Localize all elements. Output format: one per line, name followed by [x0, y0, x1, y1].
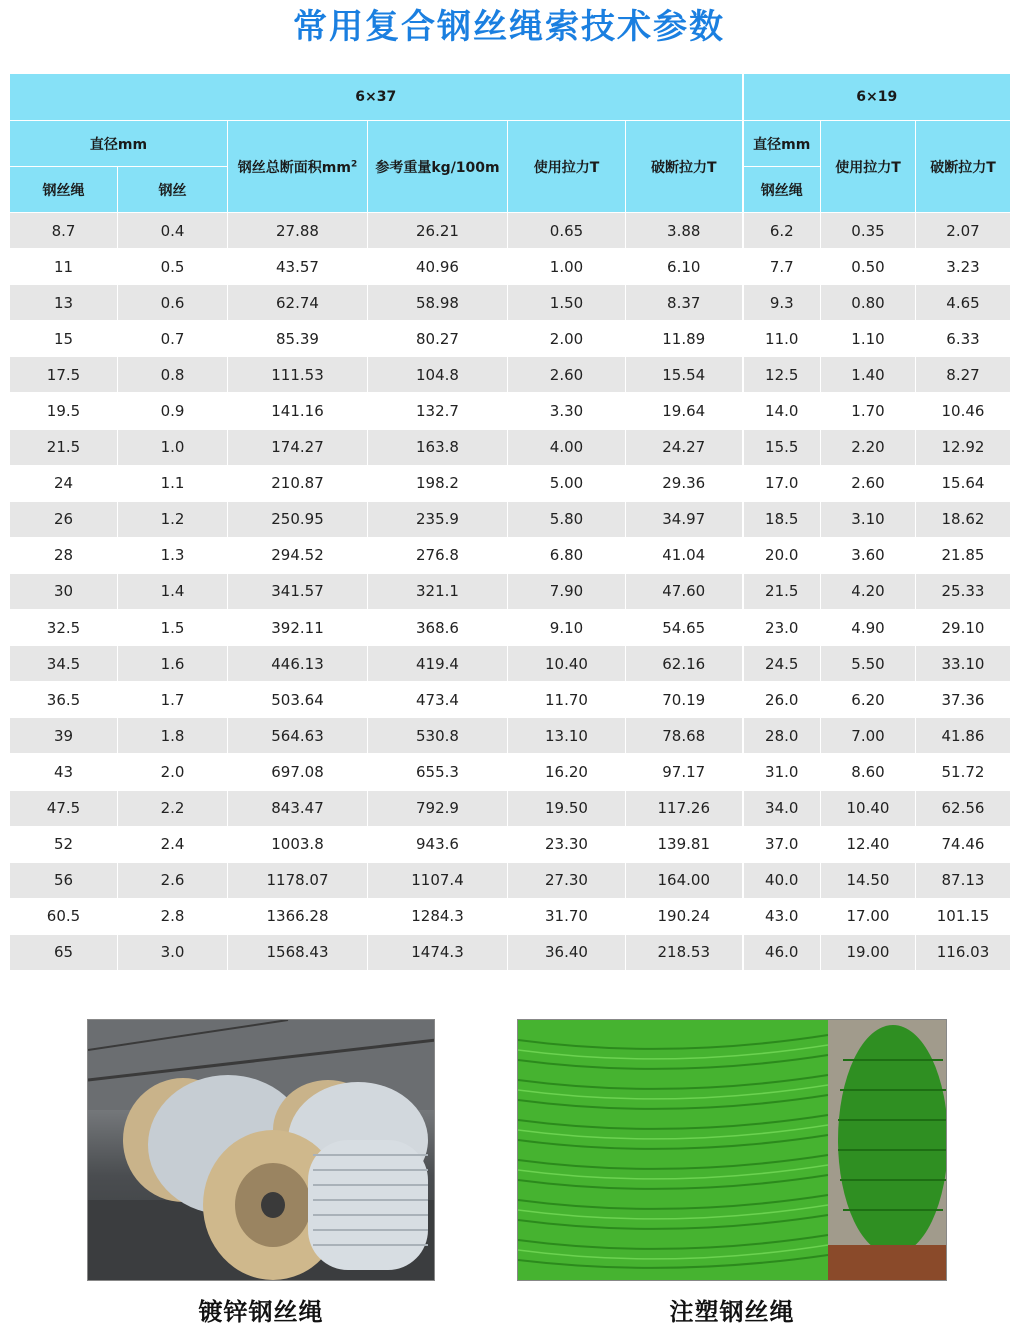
cell-wire-diameter: 1.2: [118, 501, 228, 537]
cell-break-load-b: 51.72: [916, 754, 1011, 790]
col-header-break-load: 破断拉力T: [626, 121, 743, 213]
cell-rope-diameter-b: 43.0: [743, 898, 821, 934]
cell-rope-diameter-b: 12.5: [743, 357, 821, 393]
cell-rope-diameter: 65: [10, 934, 118, 970]
table-row: [10, 429, 1011, 465]
cell-work-load: 5.80: [508, 501, 626, 537]
cell-break-load-b: 18.62: [916, 501, 1011, 537]
col-header-weight: 参考重量kg/100m: [368, 121, 508, 213]
table-row: [10, 826, 1011, 862]
cell-break-load: 97.17: [626, 754, 743, 790]
cell-wire-diameter: 0.4: [118, 213, 228, 249]
cell-work-load: 7.90: [508, 573, 626, 609]
cell-break-load: 3.88: [626, 213, 743, 249]
galvanized-rope-caption: 镀锌钢丝绳: [198, 1298, 324, 1326]
cell-wire-diameter: 1.3: [118, 537, 228, 573]
cell-rope-diameter-b: 40.0: [743, 862, 821, 898]
cell-rope-diameter: 43: [10, 754, 118, 790]
cell-wire-diameter: 2.4: [118, 826, 228, 862]
cell-ref-weight: 26.21: [368, 213, 508, 249]
cell-rope-diameter-b: 6.2: [743, 213, 821, 249]
cell-work-load: 36.40: [508, 934, 626, 970]
cell-work-load: 3.30: [508, 393, 626, 429]
cell-wire-diameter: 1.7: [118, 682, 228, 718]
cell-rope-diameter-b: 9.3: [743, 285, 821, 321]
col-header-diameter-b: 直径mm: [743, 121, 821, 167]
cell-rope-diameter-b: 26.0: [743, 682, 821, 718]
table-row: [10, 646, 1011, 682]
cell-total-area: 141.16: [228, 393, 368, 429]
cell-rope-diameter: 52: [10, 826, 118, 862]
cell-work-load-b: 14.50: [821, 862, 916, 898]
cell-rope-diameter: 28: [10, 537, 118, 573]
cell-ref-weight: 1474.3: [368, 934, 508, 970]
cell-rope-diameter: 11: [10, 249, 118, 285]
col-header-area-sup: 2: [350, 158, 358, 169]
cell-work-load-b: 2.20: [821, 429, 916, 465]
page-title: 常用复合钢丝绳索技术参数: [293, 7, 725, 47]
table-row: [10, 321, 1011, 357]
cell-rope-diameter-b: 23.0: [743, 610, 821, 646]
cell-break-load: 70.19: [626, 682, 743, 718]
cell-rope-diameter-b: 21.5: [743, 573, 821, 609]
cell-rope-diameter-b: 7.7: [743, 249, 821, 285]
plastic-coated-rope-caption: 注塑钢丝绳: [669, 1298, 795, 1326]
table-row: [10, 537, 1011, 573]
cell-work-load-b: 4.20: [821, 573, 916, 609]
plastic-coated-rope-photo: [517, 1019, 947, 1281]
cell-break-load-b: 2.07: [916, 213, 1011, 249]
cell-break-load-b: 87.13: [916, 862, 1011, 898]
cell-ref-weight: 792.9: [368, 790, 508, 826]
table-row: [10, 718, 1011, 754]
col-header-rope-b: 钢丝绳: [743, 167, 821, 213]
cell-total-area: 27.88: [228, 213, 368, 249]
cell-rope-diameter: 36.5: [10, 682, 118, 718]
cell-break-load: 62.16: [626, 646, 743, 682]
cell-total-area: 341.57: [228, 573, 368, 609]
cell-work-load-b: 1.10: [821, 321, 916, 357]
cell-work-load-b: 12.40: [821, 826, 916, 862]
cell-total-area: 843.47: [228, 790, 368, 826]
cell-work-load-b: 19.00: [821, 934, 916, 970]
cell-rope-diameter: 47.5: [10, 790, 118, 826]
cell-break-load: 139.81: [626, 826, 743, 862]
cell-ref-weight: 80.27: [368, 321, 508, 357]
spec-table: [9, 73, 1011, 971]
cell-total-area: 1568.43: [228, 934, 368, 970]
cell-break-load-b: 116.03: [916, 934, 1011, 970]
cell-break-load: 15.54: [626, 357, 743, 393]
cell-break-load-b: 37.36: [916, 682, 1011, 718]
table-row: [10, 213, 1011, 249]
table-row: [10, 501, 1011, 537]
cell-wire-diameter: 0.9: [118, 393, 228, 429]
cell-work-load-b: 6.20: [821, 682, 916, 718]
cell-work-load: 0.65: [508, 213, 626, 249]
cell-work-load: 5.00: [508, 465, 626, 501]
cell-ref-weight: 530.8: [368, 718, 508, 754]
cell-rope-diameter: 30: [10, 573, 118, 609]
cell-break-load: 11.89: [626, 321, 743, 357]
cell-ref-weight: 1284.3: [368, 898, 508, 934]
cell-ref-weight: 104.8: [368, 357, 508, 393]
cell-break-load: 34.97: [626, 501, 743, 537]
cell-rope-diameter-b: 46.0: [743, 934, 821, 970]
cell-rope-diameter: 32.5: [10, 610, 118, 646]
cell-break-load-b: 74.46: [916, 826, 1011, 862]
cell-rope-diameter-b: 11.0: [743, 321, 821, 357]
cell-break-load: 6.10: [626, 249, 743, 285]
cell-work-load: 4.00: [508, 429, 626, 465]
cell-wire-diameter: 1.8: [118, 718, 228, 754]
cell-total-area: 503.64: [228, 682, 368, 718]
cell-rope-diameter: 39: [10, 718, 118, 754]
cell-break-load-b: 29.10: [916, 610, 1011, 646]
cell-rope-diameter-b: 18.5: [743, 501, 821, 537]
cell-rope-diameter: 21.5: [10, 429, 118, 465]
cell-work-load-b: 3.60: [821, 537, 916, 573]
col-header-diameter: 直径mm: [10, 121, 228, 167]
cell-work-load-b: 2.60: [821, 465, 916, 501]
cell-wire-diameter: 2.6: [118, 862, 228, 898]
cell-work-load-b: 0.35: [821, 213, 916, 249]
cell-work-load-b: 4.90: [821, 610, 916, 646]
cell-break-load-b: 10.46: [916, 393, 1011, 429]
col-header-work-load-b: 使用拉力T: [821, 121, 916, 213]
cell-break-load-b: 15.64: [916, 465, 1011, 501]
cell-total-area: 564.63: [228, 718, 368, 754]
table-row: [10, 610, 1011, 646]
cell-break-load-b: 6.33: [916, 321, 1011, 357]
cell-work-load-b: 3.10: [821, 501, 916, 537]
cell-ref-weight: 1107.4: [368, 862, 508, 898]
cell-total-area: 174.27: [228, 429, 368, 465]
cell-break-load-b: 101.15: [916, 898, 1011, 934]
cell-work-load: 31.70: [508, 898, 626, 934]
group-header-6x37: 6×37: [10, 74, 743, 121]
cell-break-load: 218.53: [626, 934, 743, 970]
cell-rope-diameter: 60.5: [10, 898, 118, 934]
cell-total-area: 250.95: [228, 501, 368, 537]
cell-break-load-b: 33.10: [916, 646, 1011, 682]
table-row: [10, 754, 1011, 790]
cell-break-load-b: 41.86: [916, 718, 1011, 754]
cell-total-area: 1178.07: [228, 862, 368, 898]
col-header-rope: 钢丝绳: [10, 167, 118, 213]
cell-ref-weight: 943.6: [368, 826, 508, 862]
cell-wire-diameter: 2.2: [118, 790, 228, 826]
cell-ref-weight: 473.4: [368, 682, 508, 718]
cell-wire-diameter: 0.7: [118, 321, 228, 357]
cell-total-area: 697.08: [228, 754, 368, 790]
table-row: [10, 285, 1011, 321]
green-coil-illustration: [518, 1020, 947, 1281]
cell-break-load: 41.04: [626, 537, 743, 573]
cell-wire-diameter: 3.0: [118, 934, 228, 970]
cell-total-area: 1366.28: [228, 898, 368, 934]
cell-wire-diameter: 1.4: [118, 573, 228, 609]
cell-ref-weight: 419.4: [368, 646, 508, 682]
cell-ref-weight: 198.2: [368, 465, 508, 501]
table-row: [10, 465, 1011, 501]
cell-rope-diameter: 26: [10, 501, 118, 537]
cell-break-load: 190.24: [626, 898, 743, 934]
cell-break-load-b: 3.23: [916, 249, 1011, 285]
cell-rope-diameter: 56: [10, 862, 118, 898]
cell-break-load: 19.64: [626, 393, 743, 429]
cell-total-area: 62.74: [228, 285, 368, 321]
cell-work-load: 1.50: [508, 285, 626, 321]
cell-work-load: 2.60: [508, 357, 626, 393]
cell-rope-diameter: 19.5: [10, 393, 118, 429]
cell-rope-diameter-b: 34.0: [743, 790, 821, 826]
cell-wire-diameter: 2.8: [118, 898, 228, 934]
table-row: [10, 898, 1011, 934]
cell-ref-weight: 235.9: [368, 501, 508, 537]
cell-work-load-b: 10.40: [821, 790, 916, 826]
cell-work-load: 1.00: [508, 249, 626, 285]
cell-rope-diameter: 34.5: [10, 646, 118, 682]
galvanized-reels-illustration: [88, 1020, 435, 1281]
cell-rope-diameter: 24: [10, 465, 118, 501]
cell-ref-weight: 368.6: [368, 610, 508, 646]
cell-work-load-b: 0.50: [821, 249, 916, 285]
cell-wire-diameter: 1.5: [118, 610, 228, 646]
cell-total-area: 111.53: [228, 357, 368, 393]
cell-work-load: 23.30: [508, 826, 626, 862]
cell-total-area: 43.57: [228, 249, 368, 285]
cell-break-load: 54.65: [626, 610, 743, 646]
table-row: [10, 682, 1011, 718]
cell-work-load: 16.20: [508, 754, 626, 790]
col-header-break-load-b: 破断拉力T: [916, 121, 1011, 213]
cell-work-load: 10.40: [508, 646, 626, 682]
table-row: [10, 573, 1011, 609]
cell-rope-diameter-b: 24.5: [743, 646, 821, 682]
cell-rope-diameter: 15: [10, 321, 118, 357]
cell-rope-diameter-b: 31.0: [743, 754, 821, 790]
cell-break-load-b: 4.65: [916, 285, 1011, 321]
cell-rope-diameter-b: 28.0: [743, 718, 821, 754]
table-row: [10, 862, 1011, 898]
cell-break-load-b: 62.56: [916, 790, 1011, 826]
table-row: [10, 934, 1011, 970]
cell-ref-weight: 40.96: [368, 249, 508, 285]
cell-break-load: 8.37: [626, 285, 743, 321]
cell-wire-diameter: 0.5: [118, 249, 228, 285]
spec-table-body: [10, 213, 1011, 971]
table-row: [10, 393, 1011, 429]
cell-break-load-b: 25.33: [916, 573, 1011, 609]
col-header-work-load: 使用拉力T: [508, 121, 626, 213]
cell-rope-diameter-b: 17.0: [743, 465, 821, 501]
cell-work-load-b: 7.00: [821, 718, 916, 754]
cell-ref-weight: 276.8: [368, 537, 508, 573]
cell-work-load-b: 0.80: [821, 285, 916, 321]
cell-wire-diameter: 1.6: [118, 646, 228, 682]
cell-break-load: 29.36: [626, 465, 743, 501]
cell-wire-diameter: 2.0: [118, 754, 228, 790]
cell-work-load-b: 1.40: [821, 357, 916, 393]
cell-break-load: 24.27: [626, 429, 743, 465]
cell-work-load: 13.10: [508, 718, 626, 754]
cell-break-load: 164.00: [626, 862, 743, 898]
cell-total-area: 1003.8: [228, 826, 368, 862]
table-row: [10, 249, 1011, 285]
cell-work-load: 2.00: [508, 321, 626, 357]
table-row: [10, 790, 1011, 826]
cell-total-area: 294.52: [228, 537, 368, 573]
cell-rope-diameter-b: 15.5: [743, 429, 821, 465]
cell-break-load: 117.26: [626, 790, 743, 826]
col-header-area: [228, 121, 368, 213]
cell-work-load-b: 8.60: [821, 754, 916, 790]
cell-rope-diameter: 13: [10, 285, 118, 321]
cell-work-load: 27.30: [508, 862, 626, 898]
cell-wire-diameter: 0.8: [118, 357, 228, 393]
col-header-area-label: 钢丝总断面积mm: [237, 159, 351, 176]
cell-break-load-b: 21.85: [916, 537, 1011, 573]
cell-work-load: 9.10: [508, 610, 626, 646]
cell-rope-diameter-b: 20.0: [743, 537, 821, 573]
cell-break-load-b: 8.27: [916, 357, 1011, 393]
cell-rope-diameter: 8.7: [10, 213, 118, 249]
cell-ref-weight: 163.8: [368, 429, 508, 465]
cell-break-load-b: 12.92: [916, 429, 1011, 465]
cell-rope-diameter: 17.5: [10, 357, 118, 393]
cell-work-load-b: 5.50: [821, 646, 916, 682]
cell-ref-weight: 58.98: [368, 285, 508, 321]
cell-wire-diameter: 0.6: [118, 285, 228, 321]
cell-total-area: 446.13: [228, 646, 368, 682]
cell-wire-diameter: 1.1: [118, 465, 228, 501]
galvanized-rope-photo: [87, 1019, 435, 1281]
cell-rope-diameter-b: 14.0: [743, 393, 821, 429]
cell-ref-weight: 132.7: [368, 393, 508, 429]
cell-ref-weight: 655.3: [368, 754, 508, 790]
cell-break-load: 47.60: [626, 573, 743, 609]
group-header-6x19: 6×19: [743, 74, 1011, 121]
cell-total-area: 210.87: [228, 465, 368, 501]
table-row: [10, 357, 1011, 393]
cell-total-area: 392.11: [228, 610, 368, 646]
col-header-wire: 钢丝: [118, 167, 228, 213]
cell-break-load: 78.68: [626, 718, 743, 754]
cell-total-area: 85.39: [228, 321, 368, 357]
cell-work-load-b: 1.70: [821, 393, 916, 429]
cell-work-load: 6.80: [508, 537, 626, 573]
cell-work-load: 19.50: [508, 790, 626, 826]
cell-work-load-b: 17.00: [821, 898, 916, 934]
cell-rope-diameter-b: 37.0: [743, 826, 821, 862]
cell-work-load: 11.70: [508, 682, 626, 718]
cell-ref-weight: 321.1: [368, 573, 508, 609]
cell-wire-diameter: 1.0: [118, 429, 228, 465]
